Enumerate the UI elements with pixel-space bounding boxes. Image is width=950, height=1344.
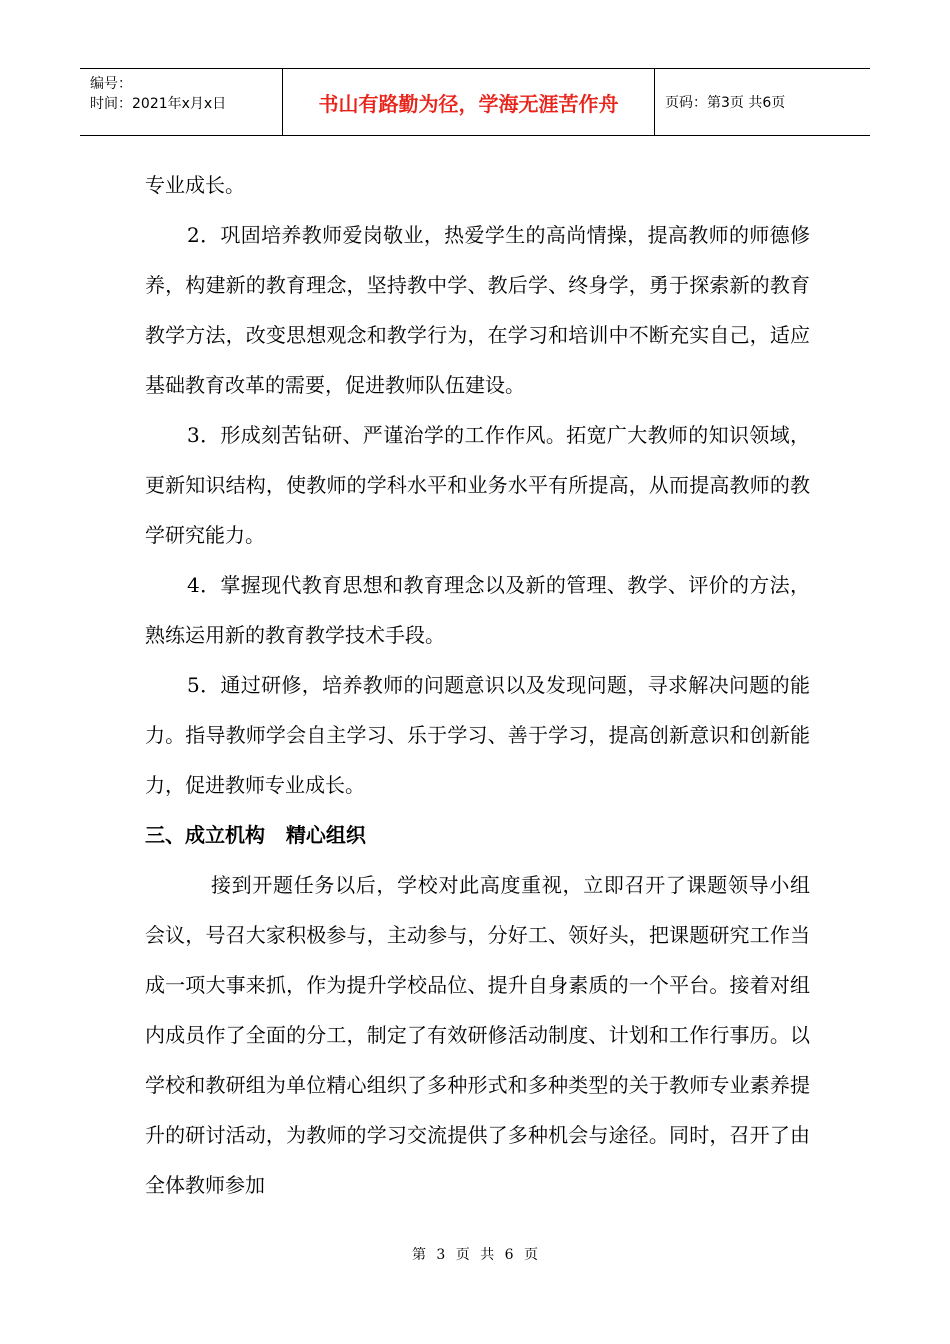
- section-heading: 三、成立机构 精心组织: [145, 823, 366, 847]
- document-body: [145, 160, 810, 1210]
- page-footer: 第 3 页 共 6 页: [411, 1247, 539, 1263]
- header-motto: 书山有路勤为径，学海无涯苦作舟: [283, 69, 655, 135]
- page-header: [80, 68, 870, 136]
- header-page-label: 页码：第3页 共6页: [665, 95, 786, 111]
- paragraph: 专业成长。: [145, 173, 245, 197]
- paragraph: 5．通过研修，培养教师的问题意识以及发现问题，寻求解决问题的能力。指导教师学会自主学习、乐于学习、善于学习，提高创新意识和创新能力，促进教师专业成长。: [145, 673, 810, 797]
- paragraph: 4．掌握现代教育思想和教育理念以及新的管理、教学、评价的方法，熟练运用新的教育教学技术手段。: [145, 573, 810, 647]
- number-label: 编号：: [90, 76, 132, 92]
- paragraph: 2．巩固培养教师爱岗敬业，热爱学生的高尚情操，提高教师的师德修养，构建新的教育理念，坚持教中学、教后学、终身学，勇于探索新的教育教学方法，改变思想观念和教学行为，在学习和培训中不断充实自己，适应基础教育改革的需要，促进教师队伍建设。: [145, 223, 810, 397]
- paragraph: 接到开题任务以后，学校对此高度重视，立即召开了课题领导小组会议，号召大家积极参与，主动参与，分好工、领好头，把课题研究工作当成一项大事来抓，作为提升学校品位、提升自身素质的一个平台。接着对组内成员作了全面的分工，制定了有效研修活动制度、计划和工作行事历。以学校和教研组为单位精心组织了多种形式和多种类型的关于教师专业素养提升的研讨活动，为教师的学习交流提供了多种机会与途径。同时，召开了由全体教师参加: [145, 873, 810, 1197]
- paragraph: 3．形成刻苦钻研、严谨治学的工作作风。拓宽广大教师的知识领域，更新知识结构，使教师的学科水平和业务水平有所提高，从而提高教师的教学研究能力。: [145, 423, 810, 547]
- header-meta: [80, 69, 283, 135]
- time-label: 时间：2021年x月x日: [90, 96, 227, 112]
